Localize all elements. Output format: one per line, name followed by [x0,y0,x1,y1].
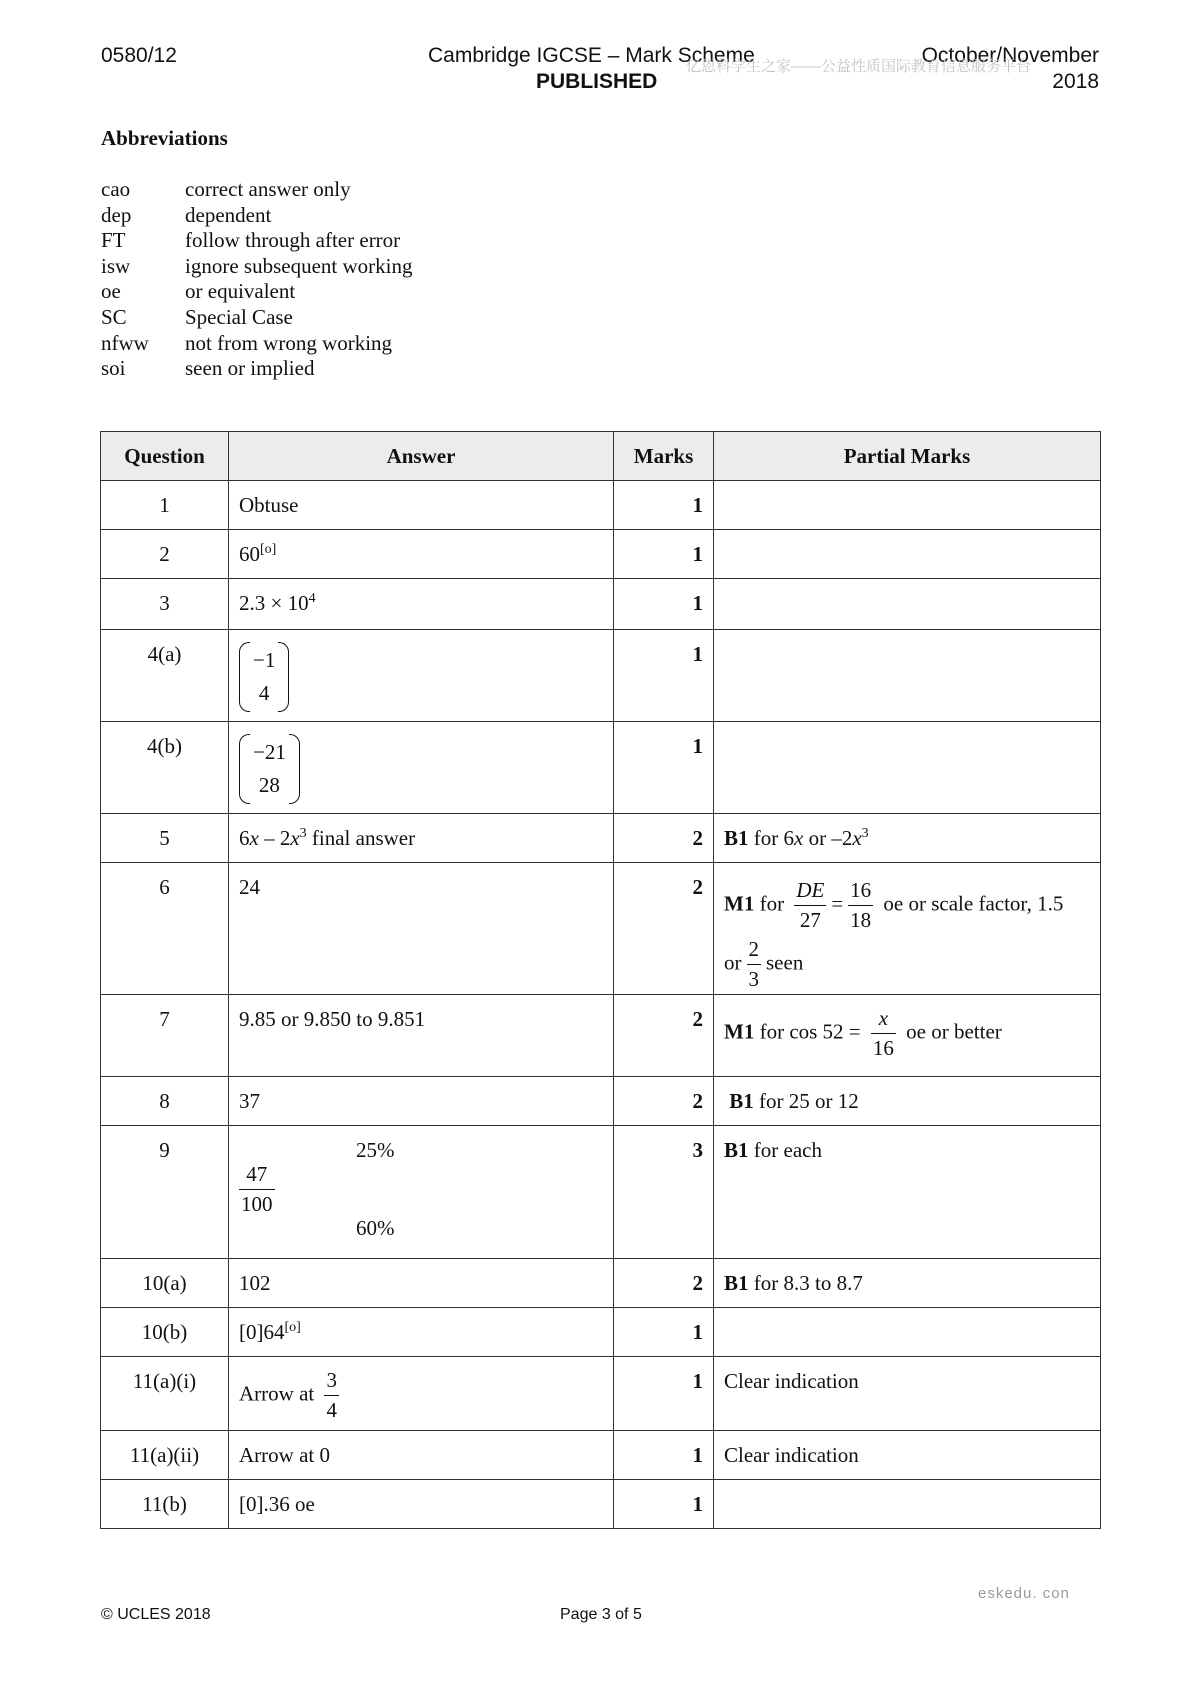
question-cell: 8 [101,1077,229,1126]
table-row [101,1308,1101,1357]
question-cell: 11(a)(i) [101,1357,229,1431]
abbreviations-list [101,177,412,382]
marks-cell: 1 [614,722,714,814]
marks-cell: 1 [614,579,714,630]
answer-variable: x [249,826,259,850]
mark-code: M1 [724,1019,755,1044]
answer-variable: x [290,826,300,850]
abbreviation-meaning: correct answer only [185,177,351,201]
table-row [101,481,1101,530]
answer-cell: Arrow at 0 [229,1431,614,1480]
marks-cell: 2 [614,863,714,995]
answer-cell [229,722,614,814]
paper-code: 0580/12 [101,44,177,67]
abbreviation-item [101,279,412,305]
question-cell: 4(a) [101,630,229,722]
answer-superscript: [o] [260,542,277,557]
header-question: Question [101,432,229,481]
table-row [101,1077,1101,1126]
fraction [747,938,762,991]
header-partial-marks: Partial Marks [714,432,1101,481]
answer-cell: 102 [229,1259,614,1308]
fraction [848,879,873,932]
answer-part: Arrow at [239,1381,320,1406]
marks-cell: 1 [614,1357,714,1431]
question-cell: 3 [101,579,229,630]
exam-year: 2018 [1052,70,1099,93]
marks-cell: 2 [614,1077,714,1126]
answer-cell [229,814,614,863]
partial-marks-cell: Clear indication [714,1431,1101,1480]
answer-part: 25% [356,1138,395,1162]
fraction [239,1163,275,1216]
marks-cell: 2 [614,995,714,1077]
marks-cell: 3 [614,1126,714,1259]
partial-marks-cell [714,1259,1101,1308]
table-row [101,722,1101,814]
partial-text: for 8.3 to 8.7 [748,1271,863,1295]
answer-part: final answer [306,826,416,850]
marks-cell: 1 [614,630,714,722]
partial-text: for 6 [748,826,795,850]
table-row [101,579,1101,630]
fraction-denominator: 3 [748,967,759,992]
partial-text: for each [748,1138,822,1162]
marks-cell: 1 [614,481,714,530]
table-header-row [101,432,1101,481]
fraction [794,879,826,932]
partial-marks-cell: Clear indication [714,1357,1101,1431]
answer-base: 2.3 × 10 [239,591,309,615]
table-row [101,630,1101,722]
partial-text: or [724,950,742,975]
question-cell: 10(b) [101,1308,229,1357]
marks-cell: 2 [614,814,714,863]
fraction-numerator: x [871,1007,896,1034]
abbreviation-key: nfww [101,330,149,355]
mark-code: B1 [729,1089,754,1113]
abbreviation-meaning: not from wrong working [185,330,393,355]
question-cell: 1 [101,481,229,530]
mark-code: B1 [724,1138,749,1162]
partial-marks-cell [714,995,1101,1077]
answer-cell [229,1308,614,1357]
answer-part: – 2 [258,826,291,850]
question-cell: 6 [101,863,229,995]
fraction-numerator: 47 [239,1163,275,1190]
answer-cell [229,1126,614,1259]
abbreviation-meaning: dependent [185,202,272,227]
vector-bottom: 4 [258,681,270,705]
partial-marks-cell [714,530,1101,579]
vector-top: −21 [253,740,286,764]
answer-cell: 9.85 or 9.850 to 9.851 [229,995,614,1077]
table-row [101,1357,1101,1431]
answer-superscript: 4 [308,591,316,606]
document-title: Cambridge IGCSE – Mark Scheme [428,44,755,67]
partial-marks-cell [714,481,1101,530]
abbreviation-item [101,254,412,280]
fraction-numerator: DE [794,879,826,906]
mark-code: M1 [724,891,755,916]
partial-marks-cell [714,1126,1101,1259]
answer-base: 60 [239,542,260,566]
partial-marks-cell [714,579,1101,630]
abbreviation-item [101,305,412,331]
answer-cell: Obtuse [229,481,614,530]
partial-variable: x [794,826,804,850]
partial-marks-cell [714,1308,1101,1357]
marks-cell: 1 [614,1308,714,1357]
answer-cell [229,579,614,630]
partial-variable: x [852,826,862,850]
answer-cell: 37 [229,1077,614,1126]
abbreviation-item [101,203,412,229]
abbreviation-meaning: or equivalent [185,279,296,304]
fraction-denominator: 27 [799,908,821,933]
partial-marks-cell [714,722,1101,814]
copyright-text: © UCLES 2018 [101,1606,211,1623]
vector-bottom: 28 [258,773,280,797]
fraction-denominator: 16 [872,1036,894,1061]
answer-cell [229,1357,614,1431]
fraction [871,1007,896,1060]
abbreviation-meaning: Special Case [185,304,293,329]
vector-top: −1 [253,648,276,672]
abbreviation-meaning: seen or implied [185,356,315,381]
site-watermark: eskedu. con [978,1585,1070,1602]
answer-superscript: 3 [299,826,307,841]
answer-cell [229,630,614,722]
table-row [101,1431,1101,1480]
abbreviation-item [101,331,412,357]
answer-cell [229,530,614,579]
column-vector [239,734,300,804]
fraction-denominator: 4 [326,1398,337,1423]
abbreviation-key: oe [101,279,121,304]
question-cell: 9 [101,1126,229,1259]
mark-scheme-table [100,431,1101,1529]
question-cell: 4(b) [101,722,229,814]
question-cell: 11(b) [101,1480,229,1529]
answer-superscript: [o] [284,1320,301,1335]
question-cell: 7 [101,995,229,1077]
partial-marks-cell [714,630,1101,722]
marks-cell: 2 [614,1259,714,1308]
fraction [324,1369,339,1422]
abbreviation-item [101,177,412,203]
marks-cell: 1 [614,1480,714,1529]
partial-superscript: 3 [861,826,869,841]
fraction-numerator: 16 [848,879,873,906]
abbreviation-key: soi [101,356,126,381]
partial-text: for cos 52 = [754,1019,866,1044]
abbreviation-item [101,228,412,254]
marks-cell: 1 [614,530,714,579]
header-marks: Marks [614,432,714,481]
partial-marks-cell [714,814,1101,863]
answer-part: 6 [239,826,250,850]
partial-text: oe or scale factor, 1.5 [878,891,1064,916]
partial-marks-cell [714,863,1101,995]
table-row [101,1259,1101,1308]
column-vector [239,642,289,712]
answer-cell: 24 [229,863,614,995]
abbreviations-heading: Abbreviations [101,126,228,150]
abbreviation-key: dep [101,202,132,227]
question-cell: 10(a) [101,1259,229,1308]
table-row [101,863,1101,995]
table-row [101,1126,1101,1259]
exam-session: October/November [921,44,1099,67]
partial-text: oe or better [900,1019,1002,1044]
question-cell: 5 [101,814,229,863]
answer-part: 60% [356,1216,395,1241]
abbreviation-meaning: ignore subsequent working [185,253,413,278]
fraction-denominator: 18 [850,908,872,933]
abbreviation-key: FT [101,228,126,253]
fraction-numerator: 3 [324,1369,339,1396]
published-label: PUBLISHED [536,70,658,93]
answer-base: [0]64 [239,1320,285,1344]
abbreviation-key: isw [101,253,131,278]
partial-marks-cell [714,1077,1101,1126]
partial-text: for [754,891,790,916]
partial-text: seen [766,950,804,975]
partial-text: for 25 or 12 [753,1089,859,1113]
table-row [101,814,1101,863]
question-cell: 2 [101,530,229,579]
mark-code: B1 [724,1271,749,1295]
header-answer: Answer [229,432,614,481]
question-cell: 11(a)(ii) [101,1431,229,1480]
fraction-numerator: 2 [747,938,762,965]
watermark-text: 亿恩科学生之家——公益性质国际教育信息服务平台 [686,58,1032,75]
answer-cell: [0].36 oe [229,1480,614,1529]
abbreviation-key: cao [101,177,131,201]
page-number: Page 3 of 5 [560,1606,642,1623]
marks-cell: 1 [614,1431,714,1480]
fraction-denominator: 100 [241,1192,273,1217]
table-row [101,995,1101,1077]
table-row [101,1480,1101,1529]
equals-sign: = [831,891,844,916]
mark-code: B1 [724,826,749,850]
abbreviation-key: SC [101,304,127,329]
abbreviation-meaning: follow through after error [185,228,401,253]
abbreviation-item [101,356,412,382]
partial-text: or –2 [803,826,853,850]
partial-marks-cell [714,1480,1101,1529]
table-row [101,530,1101,579]
